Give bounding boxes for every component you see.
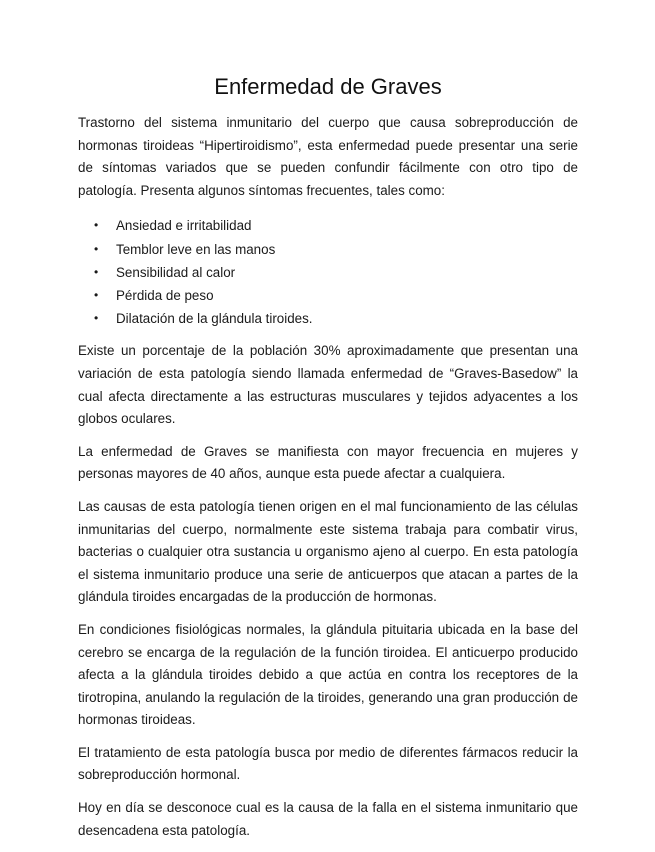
list-item [78,307,578,330]
document-page [78,72,578,852]
bullet-icon: • [94,218,99,233]
body-paragraph: Hoy en día se desconoce cual es la causa de la falla en el sistema inmunitario que desencadena esta patología. [78,800,578,838]
symptom-text: Temblor leve en las manos [116,241,276,257]
intro-paragraph: Trastorno del sistema inmunitario del cuerpo que causa sobreproducción de hormonas tiroideas “Hipertiroidismo”, esta enfermedad puede presentar una serie de síntomas variados que se pueden confundir fácilmente con otro tipo de patología. Presenta algunos síntomas frecuentes, tales como: [78,115,578,198]
symptom-text: Pérdida de peso [116,287,214,303]
symptom-text: Sensibilidad al calor [116,264,236,280]
symptom-text: Dilatación de la glándula tiroides. [116,311,313,327]
bullet-icon: • [94,287,99,302]
bullet-icon: • [94,241,99,256]
body-paragraph: En condiciones fisiológicas normales, la glándula pituitaria ubicada en la base del cerebro se encarga de la regulación de la función tiroidea. El anticuerpo producido afecta a la glándula tiroides debido a que actúa en contra los receptores de la tirotropina, anulando la regulación de la tiroides, generando una gran producción de hormonas tiroideas. [78,621,578,728]
list-item [78,238,578,261]
body-paragraph: La enfermedad de Graves se manifiesta con mayor frecuencia en mujeres y personas mayores de 40 años, aunque esta puede afectar a cualquiera. [78,443,578,482]
document-title: Enfermedad de Graves [214,74,442,99]
symptom-text: Ansiedad e irritabilidad [116,218,252,234]
list-item [78,261,578,284]
bullet-icon: • [94,311,99,326]
symptom-list [78,214,578,330]
bullet-icon: • [94,264,99,279]
body-paragraph: Las causas de esta patología tienen origen en el mal funcionamiento de las células inmunitarias del cuerpo, normalmente este sistema trabaja para combatir virus, bacterias o cualquier otra sustancia u organismo ajeno al cuerpo. En esta patología el sistema inmunitario produce una serie de anticuerpos que atacan a partes de la glándula tiroides encargadas de la producción de hormonas. [78,498,578,605]
body-paragraph: El tratamiento de esta patología busca por medio de diferentes fármacos reducir la sobreproducción hormonal. [78,744,578,783]
list-item [78,214,578,237]
body-paragraph: Existe un porcentaje de la población 30% aproximadamente que presentan una variación de esta patología siendo llamada enfermedad de “Graves-Basedow” la cual afecta directamente a las estructuras musculares y tejidos adyacentes a los globos oculares. [78,343,578,427]
list-item [78,284,578,307]
